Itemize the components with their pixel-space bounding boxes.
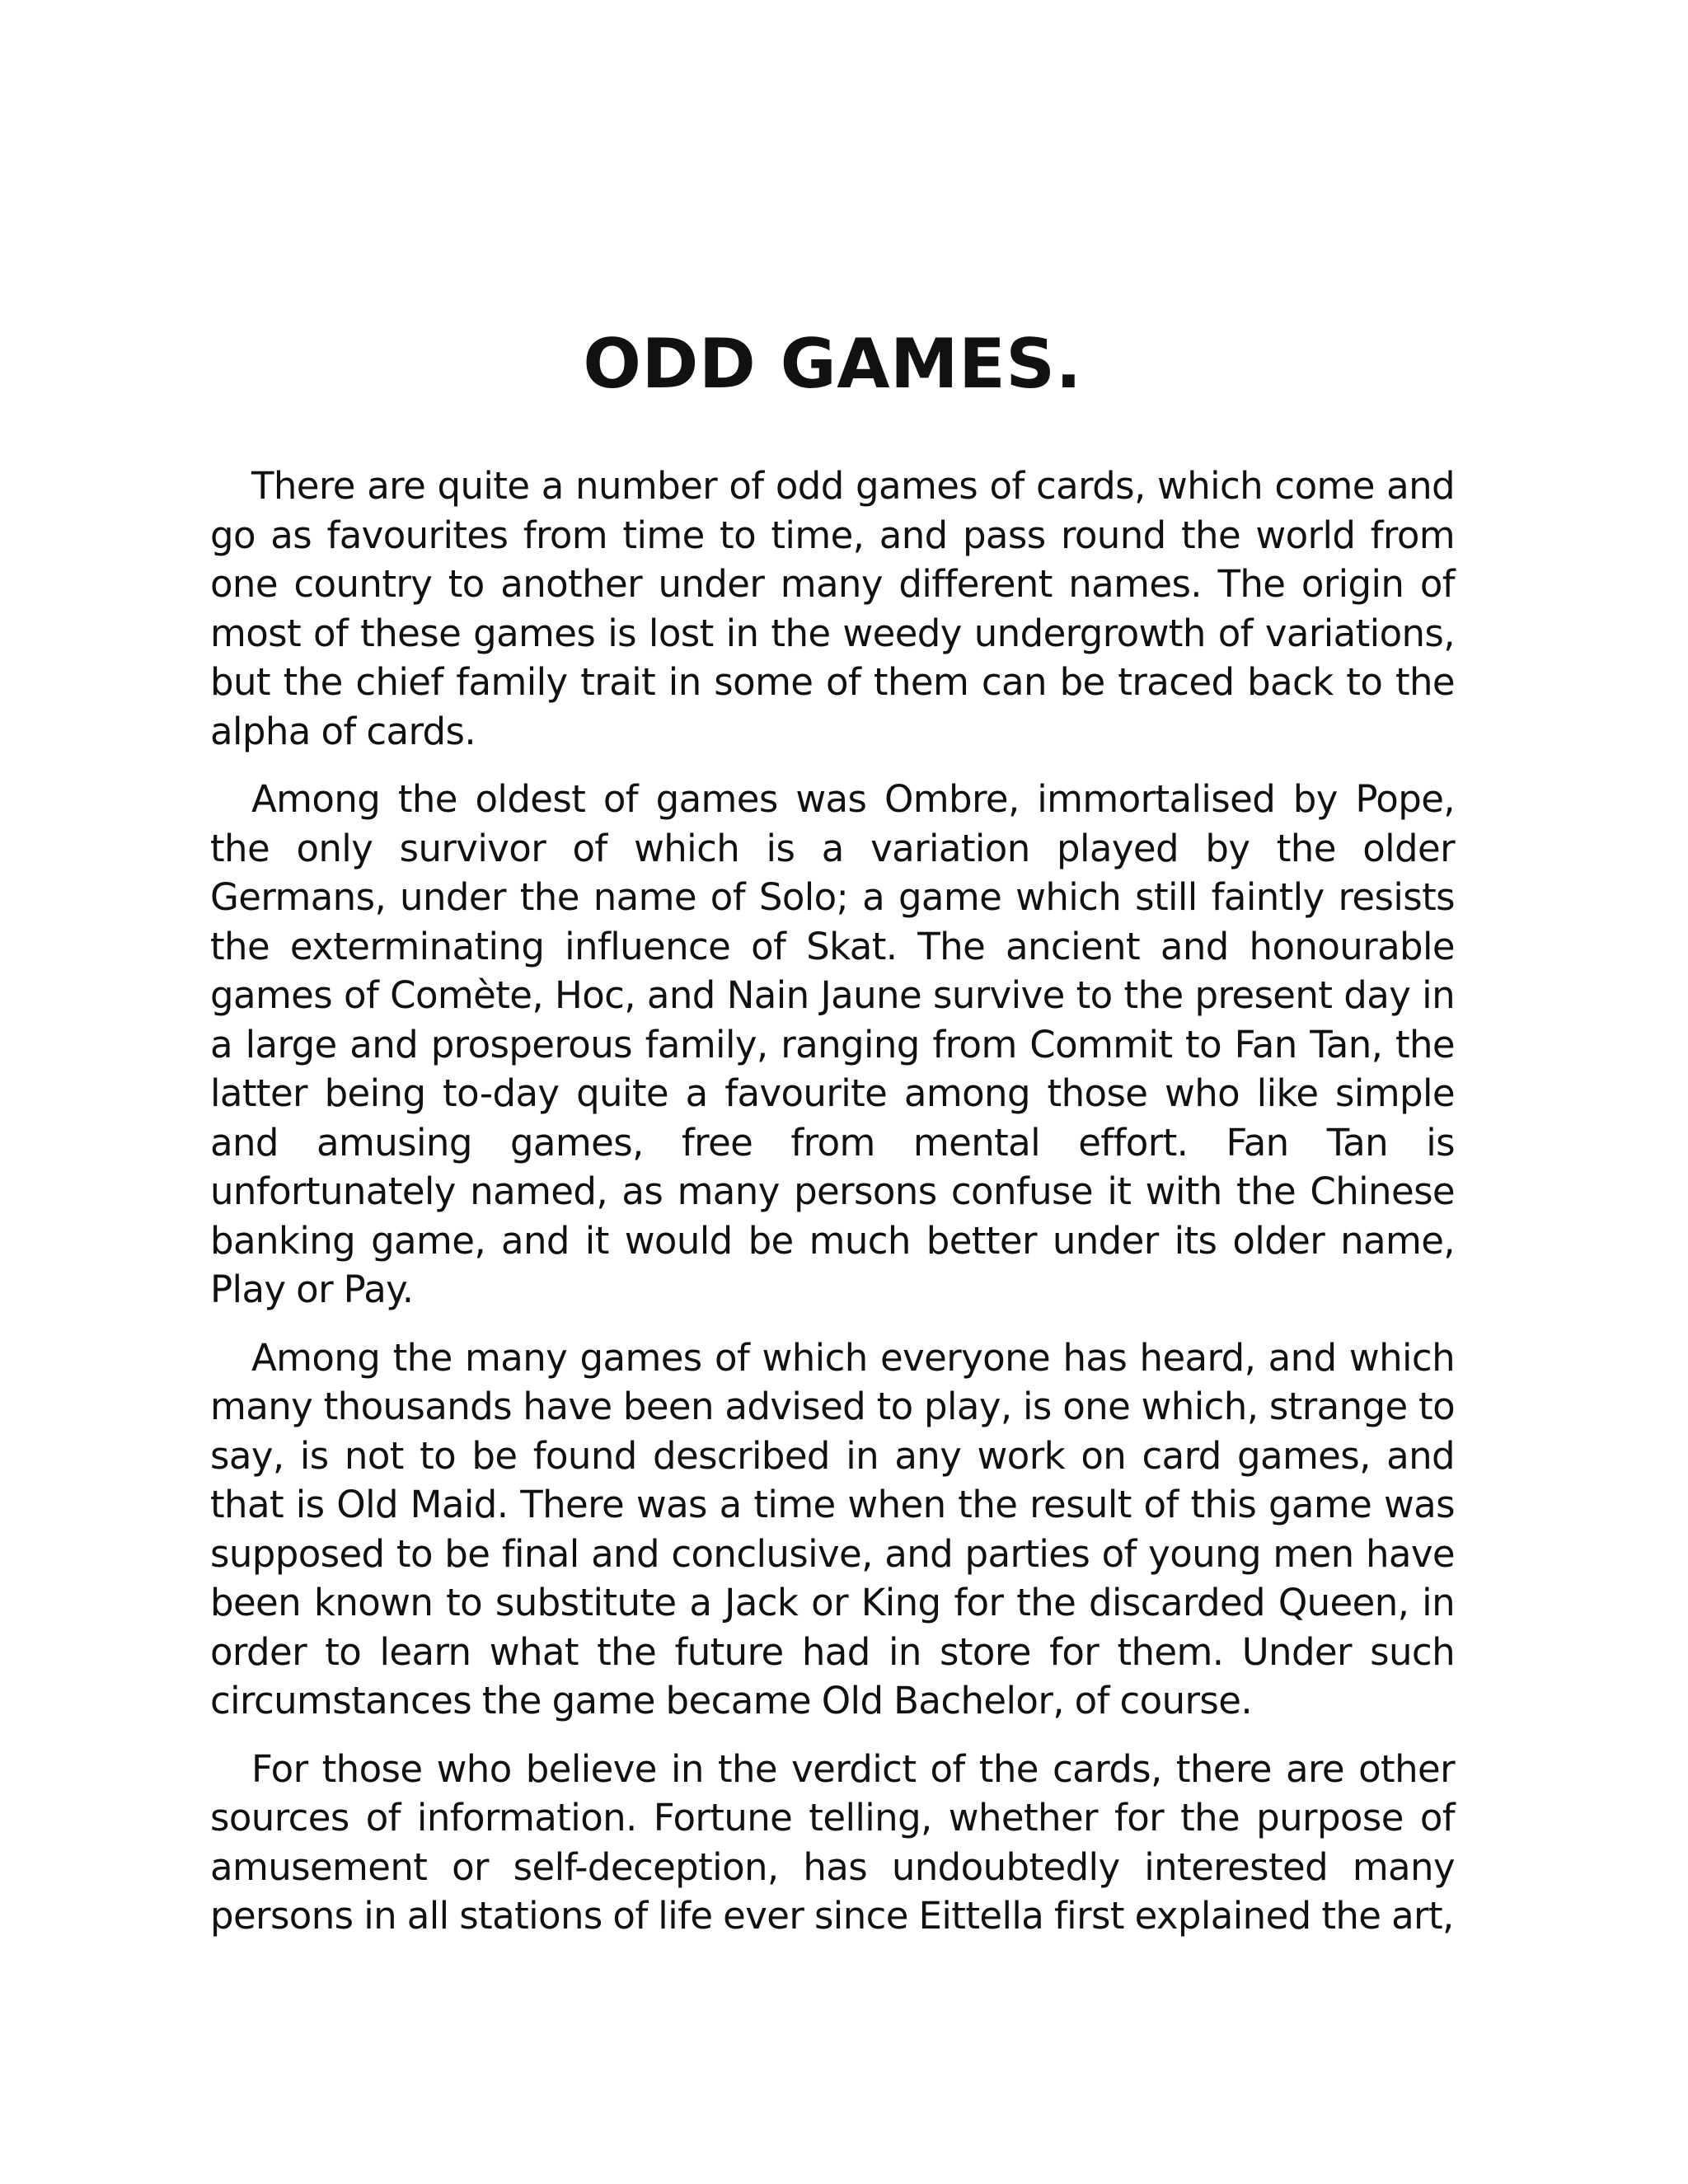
chapter-title: ODD GAMES.: [583, 324, 1082, 404]
paragraph: Among the oldest of games was Ombre, immortalised by Pope, the only survivor of which is a variation played by the older Germans, under the name of Solo; a game which still faintly resists the exterminating influence of Skat. The ancient and honourable games of Comète, Hoc, and Nain Jaune survive to the present day in a large and prosperous family, ranging from Commit to Fan Tan, the latter being to-day quite a favourite among those who like simple and amusing games, free from mental effort. Fan Tan is unfortunately named, as many persons confuse it with the Chinese banking game, and it would be much better under its older name, Play or Pay.: [210, 777, 1455, 1311]
paragraph: For those who believe in the verdict of the cards, there are other sources of information. Fortune telling, whether for the purpose of amusement or self-deception, has undoubtedly interested many persons in all stations of life ever since Eittella first explained the art,: [210, 1746, 1455, 1938]
paragraph: Among the many games of which everyone has heard, and which many thousands have been advised to play, is one which, strange to say, is not to be found described in any work on card games, and that is Old Maid. There was a time when the result of this game was supposed to be final and conclusive, and parties of young men have been known to substitute a Jack or King for the discarded Queen, in order to learn what the future had in store for them. Under such circumstances the game became Old Bachelor, of course.: [210, 1335, 1455, 1722]
paragraph: There are quite a number of odd games of cards, which come and go as favourites from time to time, and pass round the world from one country to another under many different names. The origin of most of these games is lost in the weedy undergrowth of variations, but the chief family trait in some of them can be traced back to the alpha of cards.: [210, 464, 1455, 753]
chapter-body: [210, 462, 1455, 1960]
